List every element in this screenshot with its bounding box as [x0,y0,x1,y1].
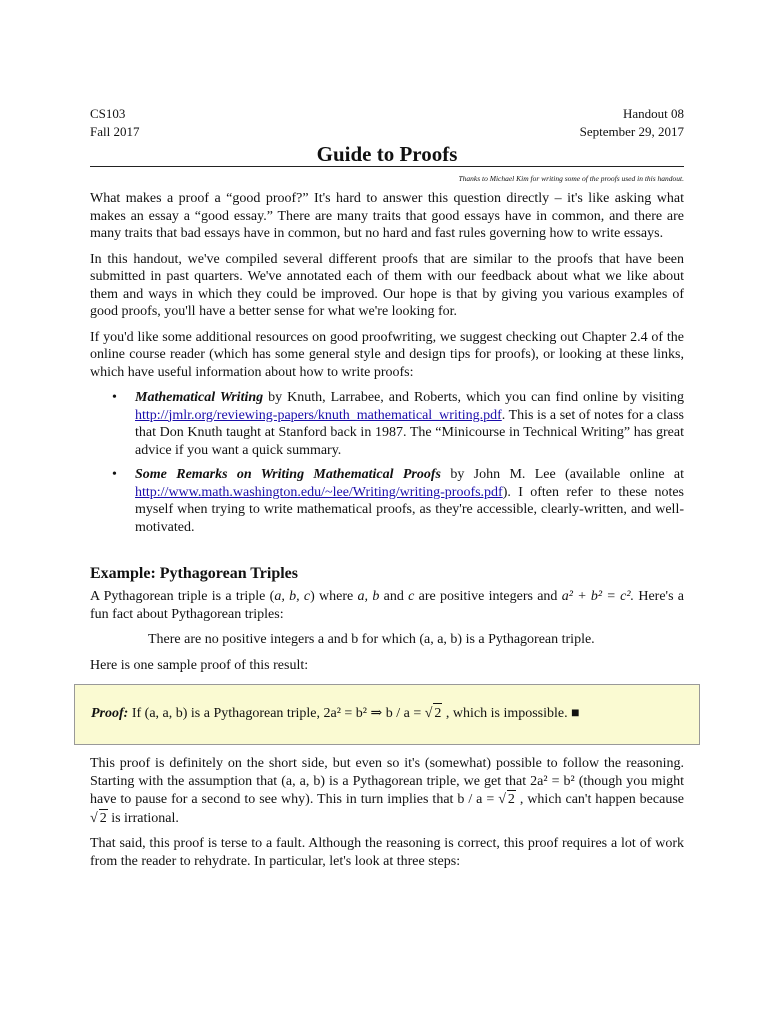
sqrt-icon: √ [498,792,506,807]
text-fragment: are positive integers and [414,589,562,604]
bullet-icon: • [112,390,117,405]
section-heading: Example: Pythagorean Triples [90,565,298,582]
paragraph-terse: That said, this proof is terse to a fault. Although the reasoning is correct, this proof requires a lot of work from the reader to rehydrate. In particular, let's look at three steps: [90,836,684,869]
proof-box [74,684,700,745]
document-body [90,190,684,878]
paragraph-intro: What makes a proof a “good proof?” It's hard to answer this question directly – it's like asking what makes an essay a “good essay.” There are many traits that good essays have in common, and there are many traits that bad essays have in common, but no hard and fast rules governing how to write essays. [90,191,684,241]
text-fragment: This proof is definitely on the short side, but even so it's (somewhat) possible to follow the reasoning. Starting with the assumption that (a, a, b) is a Pythagorean triple, we get that 2a² = b² (though you might have to pause for a second to see why). This in turn implies that b / a = [90,756,684,807]
sqrt-radicand: 2 [433,703,442,724]
text-fragment: A Pythagorean triple is a triple ( [90,589,275,604]
list-item [90,389,684,459]
title-rule [90,166,684,167]
term: Fall 2017 [90,124,140,139]
resource-text: . This is a set of notes for a class that Don Knuth taught at Stanford back in 1987. The “Minicourse in Technical Writing” has great advice if you want a quick summary. [135,407,684,458]
math-fragment: a, b, c [274,589,311,604]
text-fragment: ) where [310,589,358,604]
math-fragment: a, b [357,589,380,604]
paragraph-resources: If you'd like some additional resources on good proofwriting, we suggest checking out Chapter 2.4 of the online course reader (which has some general style and design tips for proofs), or looking at these links, which have useful information about how to write proofs: [90,329,684,380]
text-fragment: Here's a fun fact about Pythagorean triples: [90,589,685,622]
resource-link[interactable]: http://jmlr.org/reviewing-papers/knuth_mathematical_writing.pdf [135,407,502,423]
text-fragment: , which can't happen because [515,792,684,807]
paragraph-handout: In this handout, we've compiled several different proofs that are similar to the proofs that have been submitted in past quarters. We've annotated each of them with our feedback about what we like about them and ways in which they could be improved. Our hope is that by giving you various examples of good proofs, you'll have a better sense for what we're looking for. [90,251,684,319]
sqrt-radicand: 2 [99,810,107,826]
resource-title: Mathematical Writing [135,390,264,405]
resource-link[interactable]: http://www.math.washington.edu/~lee/Writing/writing-proofs.pdf [135,484,503,500]
handout-number: Handout 08 [622,106,684,121]
claim-statement: There are no positive integers a and b for which (a, a, b) is a Pythagorean triple. [148,632,595,647]
page-title: Guide to Proofs [316,142,458,166]
handout-date: September 29, 2017 [579,124,684,139]
proof-text: If (a, a, b) is a Pythagorean triple, 2a² = b² ⇒ b / a = [128,706,425,721]
text-fragment: and [379,589,409,604]
math-fragment: c [408,589,415,604]
sqrt-icon: √ [90,810,98,826]
resource-title: Some Remarks on Writing Mathematical Proofs [135,467,441,482]
paragraph-sample: Here is one sample proof of this result: [90,657,309,673]
paragraph-definition [90,588,684,623]
text-fragment: is irrational. [107,810,179,826]
credit-note: Thanks to Michael Kim for writing some of the proofs used in this handout. [458,174,684,183]
paragraph-analysis [90,755,684,827]
resource-text: by Knuth, Larrabee, and Roberts, which you can find online by visiting [263,390,685,405]
math-fragment: a² + b² = c². [561,589,635,604]
list-item [90,466,684,536]
course-code: CS103 [90,106,126,121]
proof-label: Proof: [91,706,129,721]
sqrt-icon: √ [424,706,433,721]
resource-list [90,389,684,536]
qed-icon: ■ [571,706,580,721]
bullet-icon: • [112,467,117,482]
resource-text: ). I often refer to these notes myself when trying to write mathematical proofs, as they're accessible, clearly-written, and well-motivated. [135,484,684,535]
sqrt-radicand: 2 [507,792,515,807]
proof-text: , which is impossible. [442,706,572,721]
resource-text: by John M. Lee (available online at [440,467,684,482]
